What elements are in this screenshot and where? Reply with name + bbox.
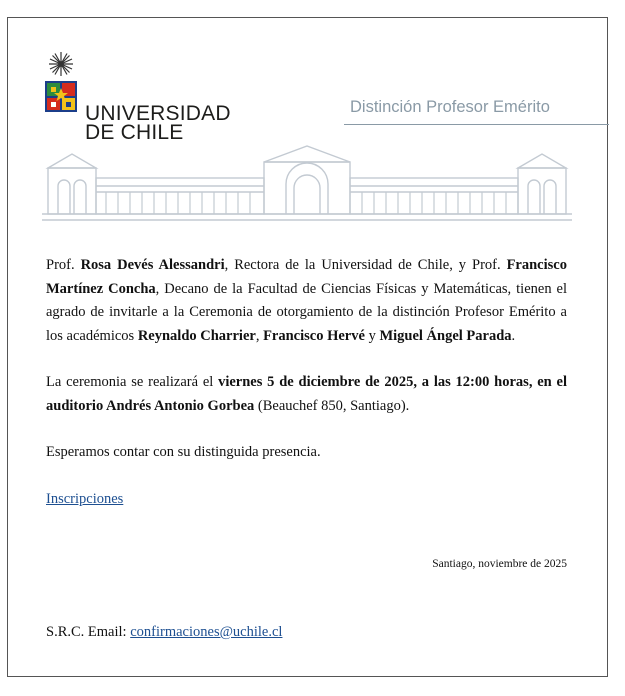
academic-name: Miguel Ángel Parada	[379, 327, 512, 344]
contact-label: S.R.C. Email:	[46, 624, 131, 640]
dean-role-text: , Decano de la Facultad de Ciencias Físicas y Matemáticas, tienen el agrado de invitarle a la Ceremonia de otorgamiento de la distinción Profesor Emérito a los académicos	[46, 280, 567, 344]
separator: y	[364, 327, 380, 344]
closing-paragraph: Esperamos contar con su distinguida presencia.	[46, 444, 321, 460]
title-divider	[344, 124, 609, 125]
ceremony-address: (Beauchef 850, Santiago).	[254, 397, 410, 414]
ceremony-date-place: viernes 5 de diciembre de 2025, a las 12:00 horas, en el auditorio Andrés Antonio Gorbea	[46, 374, 567, 414]
university-name	[85, 104, 231, 142]
university-crest-icon	[43, 50, 79, 126]
ceremony-text: La ceremonia se realizará el	[46, 374, 219, 390]
university-name-line2: DE CHILE	[85, 121, 184, 144]
text-prefix: Prof.	[46, 257, 81, 273]
registration-paragraph	[46, 488, 567, 512]
invitation-paragraph	[46, 254, 567, 348]
distinction-title: Distinción Profesor Emérito	[350, 98, 550, 116]
contact-email-link[interactable]: confirmaciones@uchile.cl	[130, 624, 283, 640]
separator: ,	[255, 327, 264, 344]
dean-name: Francisco Martínez Concha	[46, 257, 567, 297]
contact-line	[46, 624, 282, 641]
invitation-body	[46, 254, 567, 534]
place-date: Santiago, noviembre de 2025	[432, 558, 567, 570]
university-name-line1: UNIVERSIDAD	[85, 102, 231, 125]
academic-name: Reynaldo Charrier	[137, 327, 256, 344]
ceremony-details-paragraph	[46, 371, 567, 418]
rector-name: Rosa Devés Alessandri	[80, 257, 225, 273]
building-illustration	[42, 140, 572, 222]
academic-name: Francisco Hervé	[263, 327, 365, 344]
period: .	[511, 327, 516, 344]
registration-link[interactable]: Inscripciones	[46, 490, 124, 507]
invitation-card	[7, 17, 608, 677]
rector-role-text: , Rectora de la Universidad de Chile, y Prof.	[224, 257, 507, 273]
